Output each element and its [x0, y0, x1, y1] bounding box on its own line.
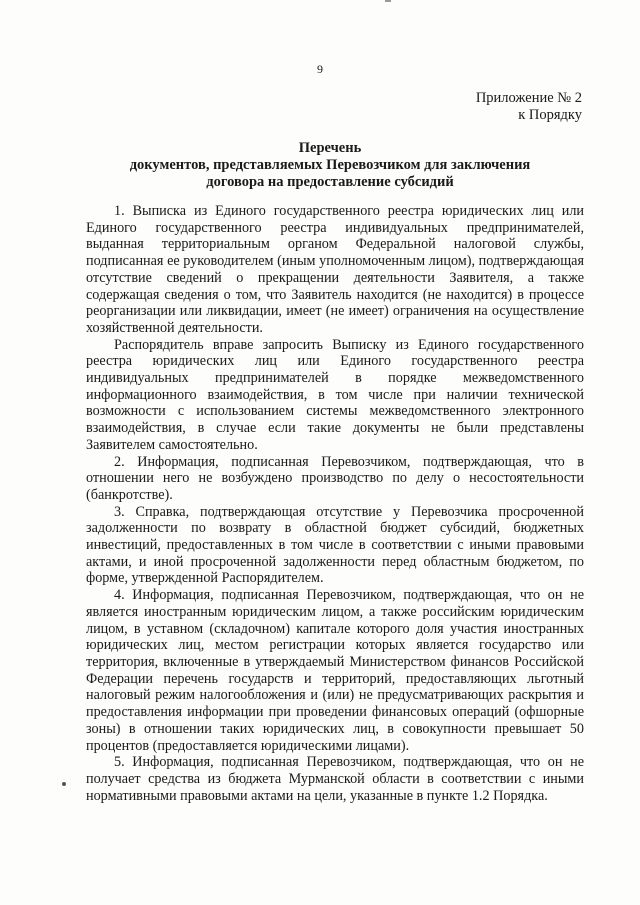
title-line-3: договора на предоставление субсидий	[206, 174, 454, 190]
paragraph-3: 3. Справка, подтверждающая отсутствие у Перевозчика просроченной задолженности по возврату в областной бюджет субсидий, бюджетных инвестиций, предоставленных в том числе в соответствии с иными правовыми актами, и иной просроченной задолженности перед областным бюджетом, по форме, утвержденной Распорядителем.	[86, 503, 584, 587]
paragraph-5: 5. Информация, подписанная Перевозчиком, подтверждающая, что он не получает средства из бюджета Мурманской области в соответствии с иными нормативными правовыми актами на цели, указанные в пункте 1.2 Порядка.	[86, 754, 584, 804]
appendix-line-2: к Порядку	[518, 107, 582, 123]
appendix-line-1: Приложение № 2	[475, 90, 582, 106]
paragraph-1-continued: Распорядитель вправе запросить Выписку из Единого государственного реестра юридических лиц или Единого государственного реестра индивидуальных предпринимателей в порядке межведомственного информационного взаимодействия, в том числе при наличии технической возможности с использованием системы межведомственного электронного взаимодействия, в случае если такие документы не были представлены Заявителем самостоятельно.	[86, 336, 584, 453]
appendix-header	[476, 90, 582, 124]
paragraph-1: 1. Выписка из Единого государственного реестра юридических лиц или Единого государственного реестра индивидуальных предпринимателей, выданная территориальным органом Федеральной налоговой службы, подписанная ее руководителем (иным уполномоченным лицом), подтверждающая отсутствие сведений о прекращении деятельности Заявителя, а также содержащая сведения о том, что Заявитель находится (не находится) в процессе реорганизации или ликвидации, имеет (не имеет) ограничения на осуществление хозяйственной деятельности.	[86, 203, 584, 336]
scan-artifact	[385, 0, 391, 2]
title-line-1: Перечень	[298, 140, 362, 156]
scan-artifact	[62, 782, 66, 786]
document-body	[86, 203, 584, 804]
title-line-2: документов, представляемых Перевозчиком для заключения	[129, 157, 531, 173]
document-title	[90, 140, 570, 191]
page-number: 9	[317, 62, 323, 76]
paragraph-2: 2. Информация, подписанная Перевозчиком, подтверждающая, что в отношении него не возбуждено производство по делу о несостоятельности (банкротстве).	[86, 453, 584, 503]
paragraph-4: 4. Информация, подписанная Перевозчиком, подтверждающая, что он не является иностранным юридическим лицом, а также российским юридическим лицом, в уставном (складочном) капитале которого доля участия иностранных юридических лиц, местом регистрации которых является государство или территория, включенные в утверждаемый Министерством финансов Российской Федерации перечень государств и территорий, предоставляющих льготный налоговый режим налогообложения и (или) не предусматривающих раскрытия и предоставления информации при проведении финансовых операций (офшорные зоны) в отношении таких юридических лиц, в совокупности превышает 50 процентов (предоставляется юридическими лицами).	[86, 587, 584, 754]
